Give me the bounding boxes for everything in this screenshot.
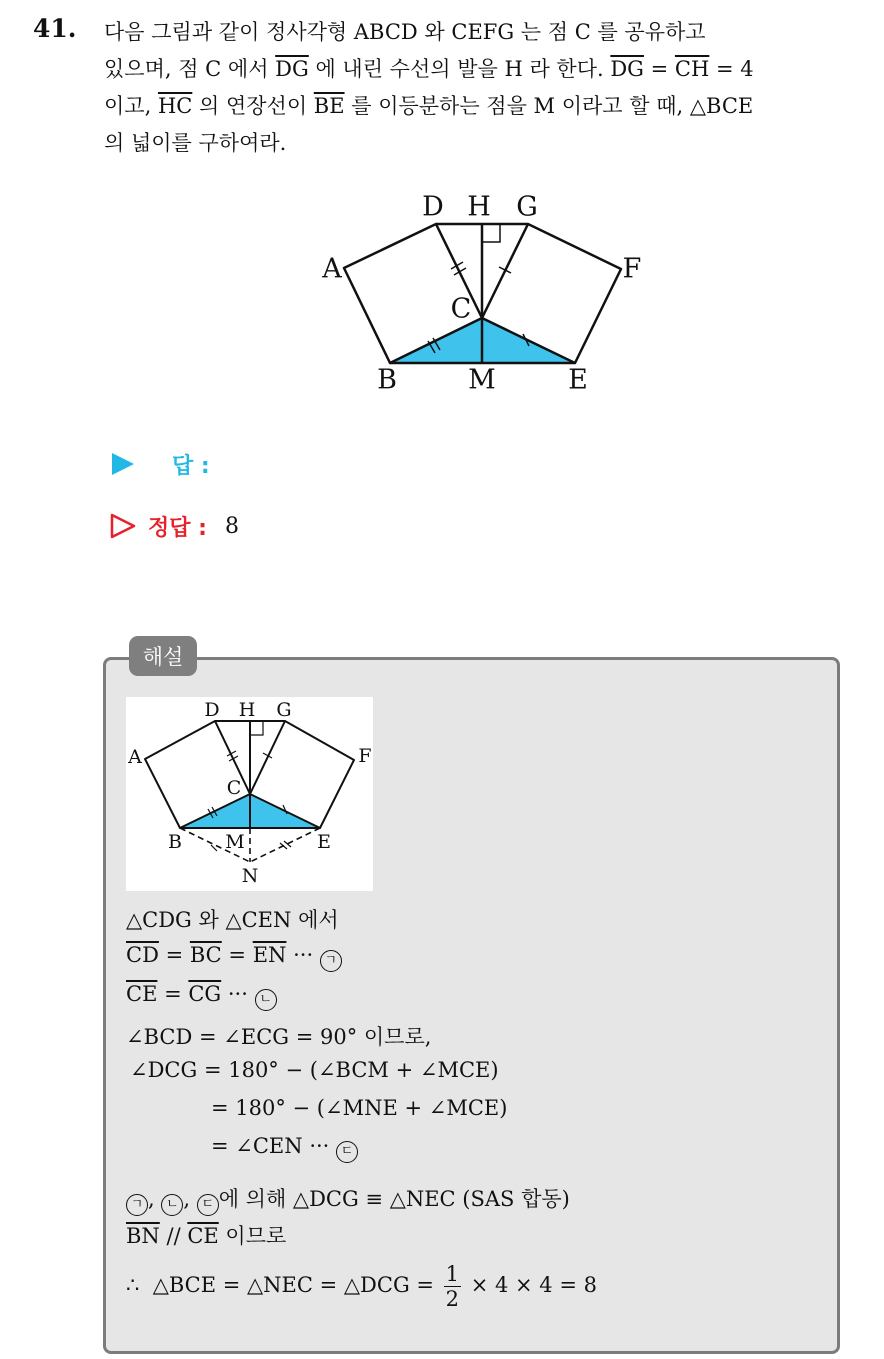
- label-A: A: [322, 253, 342, 285]
- sol-label-D: D: [204, 699, 220, 721]
- solution-line-4: ∠BCD = ∠ECG = 90° 이므로,: [126, 1025, 432, 1049]
- label-F: F: [622, 253, 642, 285]
- question-number: 41.: [33, 14, 77, 43]
- question-line-1: 다음 그림과 같이 정사각형 ABCD 와 CEFG 는 점 C 를 공유하고: [104, 20, 706, 44]
- sol-label-E: E: [317, 831, 331, 853]
- sol-label-A: A: [128, 746, 142, 768]
- question-text: [104, 14, 860, 162]
- problem-figure: [300, 185, 660, 400]
- question-line-2: 있으며, 점 C 에서 $\overline{DG}$ 에 내린 수선의 발을 H 라 한다. $\overline{DG} = \overline{CH} = 4$: [104, 57, 754, 81]
- label-E: E: [568, 364, 588, 396]
- play-arrow-icon: [110, 451, 136, 477]
- solution-line-8: ㄱ , ㄴ , ㄷ 에 의해 △DCG ≡ △NEC (SAS 합동): [126, 1183, 570, 1216]
- solution-line-6: = 180° − (∠MNE + ∠MCE): [211, 1096, 508, 1120]
- sol-label-F: F: [358, 745, 372, 767]
- sol-label-N: N: [241, 865, 259, 887]
- label-D: D: [422, 191, 444, 223]
- solution-line-9: $\overline{BN} // \overline{CE}$ 이므로: [126, 1224, 287, 1248]
- answer-row: [110, 446, 210, 482]
- label-C: C: [450, 293, 472, 325]
- solution-line-3: $\overline{CE} = \overline{CG}$ ··· ㄴ: [126, 982, 277, 1011]
- correct-answer-label: 정답 :: [148, 515, 207, 541]
- solution-line-10: ∴ △BCE = △NEC = △DCG = $\frac{1}{2}$ × 4 × 4 = 8: [126, 1262, 597, 1311]
- sol-label-G: G: [276, 699, 292, 721]
- label-H: H: [467, 191, 491, 223]
- sol-label-B: B: [168, 831, 182, 853]
- label-G: G: [516, 191, 538, 223]
- sol-label-H: H: [238, 699, 256, 721]
- label-B: B: [377, 364, 397, 396]
- sol-label-M: M: [225, 831, 245, 853]
- question-line-3: 이고, $\overline{HC}$ 의 연장선이 $\overline{BE}$ 를 이등분하는 점을 M 이라고 할 때, △BCE: [104, 94, 754, 118]
- correct-answer-row: [110, 508, 239, 544]
- correct-answer-value: 8: [224, 513, 239, 539]
- outline-arrow-icon: [110, 513, 136, 539]
- question-line-4: 의 넓이를 구하여라.: [104, 131, 287, 155]
- solution-line-2: $\overline{CD} = \overline{BC} = \overline{EN}$ ··· ㄱ: [126, 943, 342, 972]
- solution-figure: [126, 697, 373, 891]
- solution-line-1: △CDG 와 △CEN 에서: [126, 908, 339, 932]
- sol-label-C: C: [226, 777, 242, 799]
- solution-tag: 해설: [129, 636, 197, 676]
- label-M: M: [468, 364, 496, 396]
- solution-line-5: ∠DCG = 180° − (∠BCM + ∠MCE): [130, 1058, 499, 1082]
- solution-line-7: = ∠CEN ··· ㄷ: [211, 1134, 358, 1163]
- answer-label: 답 :: [172, 453, 210, 479]
